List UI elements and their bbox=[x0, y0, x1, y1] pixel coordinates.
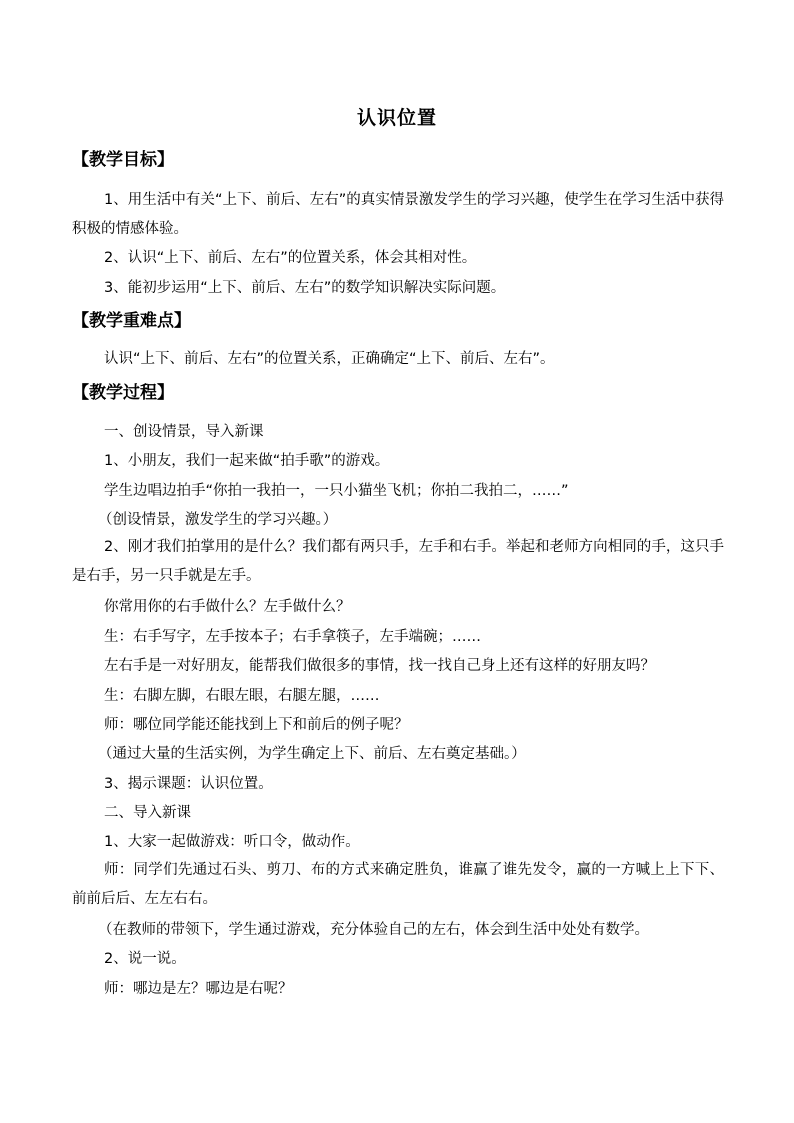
process-line-18: 师：哪边是左？哪边是右呢？ bbox=[104, 981, 293, 997]
process-line-1: 一、创设情景，导入新课 bbox=[104, 424, 264, 440]
goals-paragraph-1: 1、用生活中有关“上下、前后、左右”的真实情景激发学生的学习兴趣，使学生在学习生活中获得积极的情感体验。 bbox=[72, 192, 724, 237]
process-line-17: 2、说一说。 bbox=[104, 951, 186, 967]
process-line-10: 师：哪位同学能还能找到上下和前后的例子呢？ bbox=[104, 717, 409, 733]
process-line-16: （在教师的带领下，学生通过游戏，充分体验自己的左右，体会到生活中处处有数学。 bbox=[98, 922, 649, 938]
process-line-6: 你常用你的右手做什么？左手做什么？ bbox=[104, 599, 351, 615]
process-line-14: 1、大家一起做游戏：听口令，做动作。 bbox=[104, 834, 360, 850]
process-line-9: 生：右脚左脚，右眼左眼，右腿左腿，…… bbox=[104, 688, 380, 704]
process-line-4: （创设情景，激发学生的学习兴趣。） bbox=[98, 512, 338, 528]
page-title: 认识位置 bbox=[356, 107, 437, 129]
section-heading-goals: 【教学目标】 bbox=[72, 150, 174, 170]
process-line-12: 3、揭示课题：认识位置。 bbox=[104, 776, 273, 792]
section-heading-key-points: 【教学重难点】 bbox=[72, 311, 191, 331]
process-line-15: 师：同学们先通过石头、剪刀、布的方式来确定胜负，谁赢了谁先发令，赢的一方喊上上下下、前前后后、左左右右。 bbox=[72, 862, 724, 907]
goals-paragraph-2: 2、认识“上下、前后、左右”的位置关系，体会其相对性。 bbox=[104, 250, 477, 266]
section-heading-process: 【教学过程】 bbox=[72, 383, 174, 403]
process-line-7: 生：右手写字，左手按本子；右手拿筷子，左手端碗；…… bbox=[104, 629, 481, 645]
key-points-paragraph: 认识“上下、前后、左右”的位置关系，正确确定“上下、前后、左右”。 bbox=[104, 351, 555, 367]
process-line-8: 左右手是一对好朋友，能帮我们做很多的事情，找一找自己身上还有这样的好朋友吗？ bbox=[104, 658, 655, 674]
process-line-13: 二、导入新课 bbox=[104, 805, 191, 821]
process-line-3: 学生边唱边拍手“你拍一我拍一，一只小猫坐飞机；你拍二我拍二，……” bbox=[104, 483, 569, 499]
process-line-2: 1、小朋友，我们一起来做“拍手歌”的游戏。 bbox=[104, 453, 390, 469]
goals-paragraph-3: 3、能初步运用“上下、前后、左右”的数学知识解决实际问题。 bbox=[104, 280, 506, 296]
process-line-11: （通过大量的生活实例，为学生确定上下、前后、左右奠定基础。） bbox=[98, 746, 526, 762]
process-line-5: 2、刚才我们拍掌用的是什么？我们都有两只手，左手和右手。举起和老师方向相同的手，这只手是右手，另一只手就是左手。 bbox=[72, 539, 724, 584]
